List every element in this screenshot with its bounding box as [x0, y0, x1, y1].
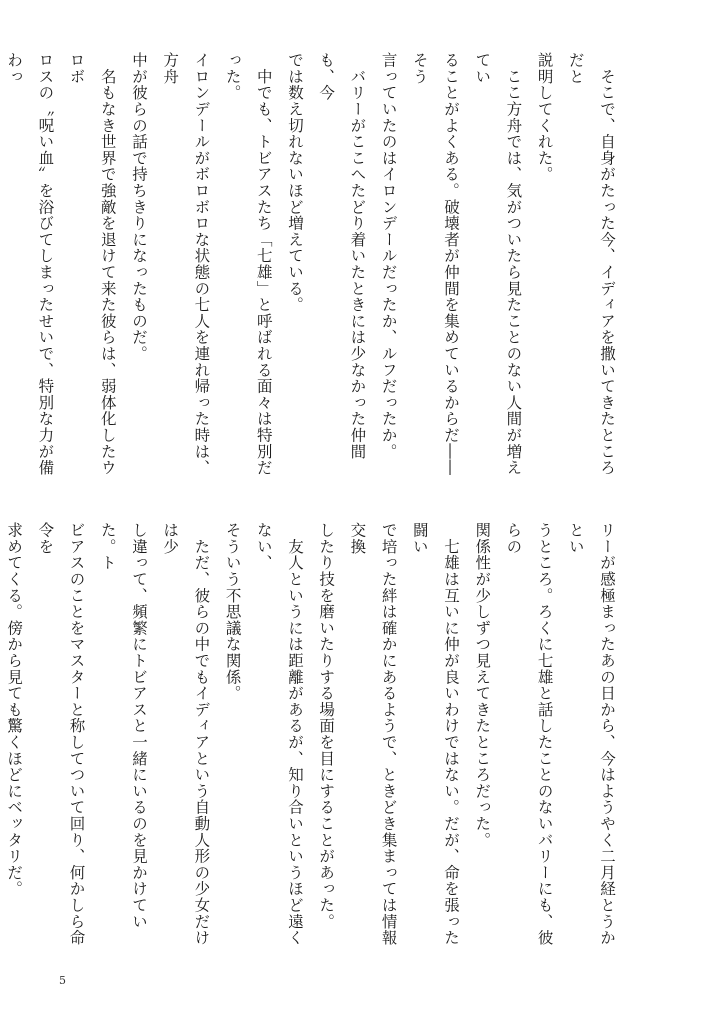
text-line: ることがよくある。破壊者が仲間を集めているからだ――そう	[410, 52, 460, 476]
text-block-bottom	[5, 522, 622, 952]
text-line: 中が彼らの話で持ちきりになったものだ。	[129, 52, 148, 362]
text-block-top	[5, 52, 622, 482]
text-line: 中でも、トビアスたち「七雄」と呼ばれる面々は特別だった。	[223, 52, 273, 476]
text-line: で培った絆は確かにあるようで、ときどき集まっては情報交換	[348, 522, 398, 946]
text-line: 求めてくる。傍から見ても驚くほどにベッタリだ。	[5, 522, 24, 897]
text-line: 名もなき世界で強敵を退けて来た彼らは、弱体化したウロボ	[67, 52, 117, 476]
text-line: ビアスのことをマスターと称してついて回り、何かしら命令を	[36, 522, 86, 946]
text-line: したり技を磨いたりする場面を目にすることがあった。	[317, 522, 336, 930]
page-number: 5	[59, 974, 66, 987]
text-line: ただ、彼らの中でもイディアという自動人形の少女だけは少	[161, 522, 211, 946]
text-line: そこで、自身がたった今、イディアを撒いてきたところだと	[566, 52, 616, 476]
text-line: 説明してくれた。	[535, 52, 554, 183]
text-line: そういう不思議な関係。	[223, 522, 242, 702]
text-line: では数え切れないほど増えている。	[285, 52, 304, 313]
text-line: バリーがここへたどり着いたときには少なかった仲間も、今	[317, 52, 367, 460]
text-line: 関係性が少しずつ見えてきたところだった。	[473, 522, 492, 848]
text-line: ロスの〝呪い血〟を浴びてしまったせいで、特別な力が備わっ	[5, 52, 55, 476]
text-line: し違って、頻繁にトビアスと一緒にいるのを見かけていた。ト	[98, 522, 148, 930]
text-line: リーが感極まったあの日から、今はようやく二月経とうかとい	[566, 522, 616, 946]
text-line: イロンデールがボロボロな状態の七人を連れ帰った時は、方舟	[161, 52, 211, 476]
text-line: 友人というには距離があるが、知り合いというほど遠くない、	[254, 522, 304, 946]
text-line: うところ。ろくに七雄と話したことのないバリーにも、彼らの	[504, 522, 554, 946]
text-line: 言っていたのはイロンデールだったか、ルフだったか。	[379, 52, 398, 460]
text-line: 七雄は互いに仲が良いわけではない。だが、命を張った闘い	[410, 522, 460, 946]
text-line: ここ方舟では、気がついたら見たことのない人間が増えてい	[473, 52, 523, 476]
